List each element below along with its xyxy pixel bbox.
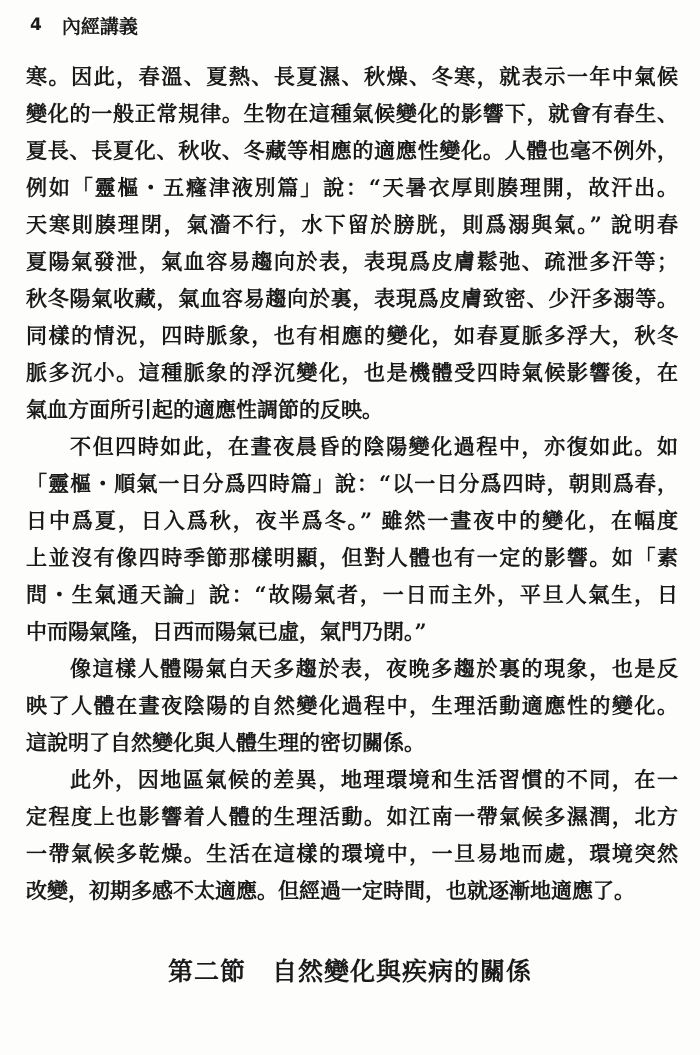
text-line: 不但四時如此，在晝夜晨昏的陰陽變化過程中，亦復如此。如	[70, 434, 678, 459]
text-line: 映了人體在晝夜陰陽的自然變化過程中，生理活動適應性的變化。	[26, 693, 678, 718]
text-line: 此外，因地區氣候的差異，地理環境和生活習慣的不同，在一	[70, 767, 678, 792]
text-line: 夏陽氣發泄，氣血容易趨向於表，表現爲皮膚鬆弛、疏泄多汗等；	[26, 249, 678, 274]
paragraph-seasonal-changes	[26, 58, 678, 428]
section-title: 第二節 自然變化與疾病的關係	[167, 957, 532, 986]
text-line: 上並沒有像四時季節那樣明顯，但對人體也有一定的影響。如「素	[26, 545, 678, 570]
text-line: 寒。因此，春溫、夏熱、長夏濕、秋燥、冬寒，就表示一年中氣候	[26, 64, 678, 89]
text-line: 定程度上也影響着人體的生理活動。如江南一帶氣候多濕潤，北方	[26, 804, 678, 829]
body-text	[26, 58, 678, 909]
text-line: 夏長、長夏化、秋收、冬藏等相應的適應性變化。人體也毫不例外，	[26, 138, 678, 163]
text-line: 一帶氣候多乾燥。生活在這樣的環境中，一旦易地而處，環境突然	[26, 841, 678, 866]
paragraph-day-night	[26, 428, 678, 650]
page-header	[30, 10, 138, 40]
text-line: 「靈樞・順氣一日分爲四時篇」說：“以一日分爲四時，朝則爲春，	[26, 471, 678, 496]
paragraph-regional-climate	[26, 761, 678, 909]
text-line: 天寒則腠理閉，氣濇不行，水下留於膀胱，則爲溺與氣。” 說明春	[26, 212, 678, 237]
paragraph-yang-qi	[26, 650, 678, 761]
text-line: 秋冬陽氣收藏，氣血容易趨向於裏，表現爲皮膚致密、少汗多溺等。	[26, 286, 678, 311]
text-line: 氣血方面所引起的適應性調節的反映。	[26, 397, 383, 422]
text-line: 這說明了自然變化與人體生理的密切關係。	[26, 730, 425, 755]
book-title: 內經講義	[61, 15, 138, 38]
text-line: 例如「靈樞・五癃津液別篇」說：“天暑衣厚則腠理開，故汗出。	[26, 175, 678, 200]
text-line: 脈多沉小。這種脈象的浮沉變化，也是機體受四時氣候影響後，在	[26, 360, 678, 385]
text-line: 同樣的情況，四時脈象，也有相應的變化，如春夏脈多浮大，秋冬	[26, 323, 678, 348]
text-line: 變化的一般正常規律。生物在這種氣候變化的影響下，就會有春生、	[26, 101, 678, 126]
text-line: 改變，初期多感不太適應。但經過一定時間，也就逐漸地適應了。	[26, 878, 635, 903]
text-line: 中而陽氣隆，日西而陽氣已虛，氣門乃閉。”	[26, 619, 427, 644]
text-line: 問・生氣通天論」說：“故陽氣者，一日而主外，平旦人氣生，日	[26, 582, 678, 607]
text-line: 日中爲夏，日入爲秋，夜半爲冬。” 雖然一晝夜中的變化，在幅度	[26, 508, 678, 533]
text-line: 像這樣人體陽氣白天多趨於表，夜晚多趨於裏的現象，也是反	[70, 656, 678, 681]
page-number: 4	[30, 15, 42, 35]
